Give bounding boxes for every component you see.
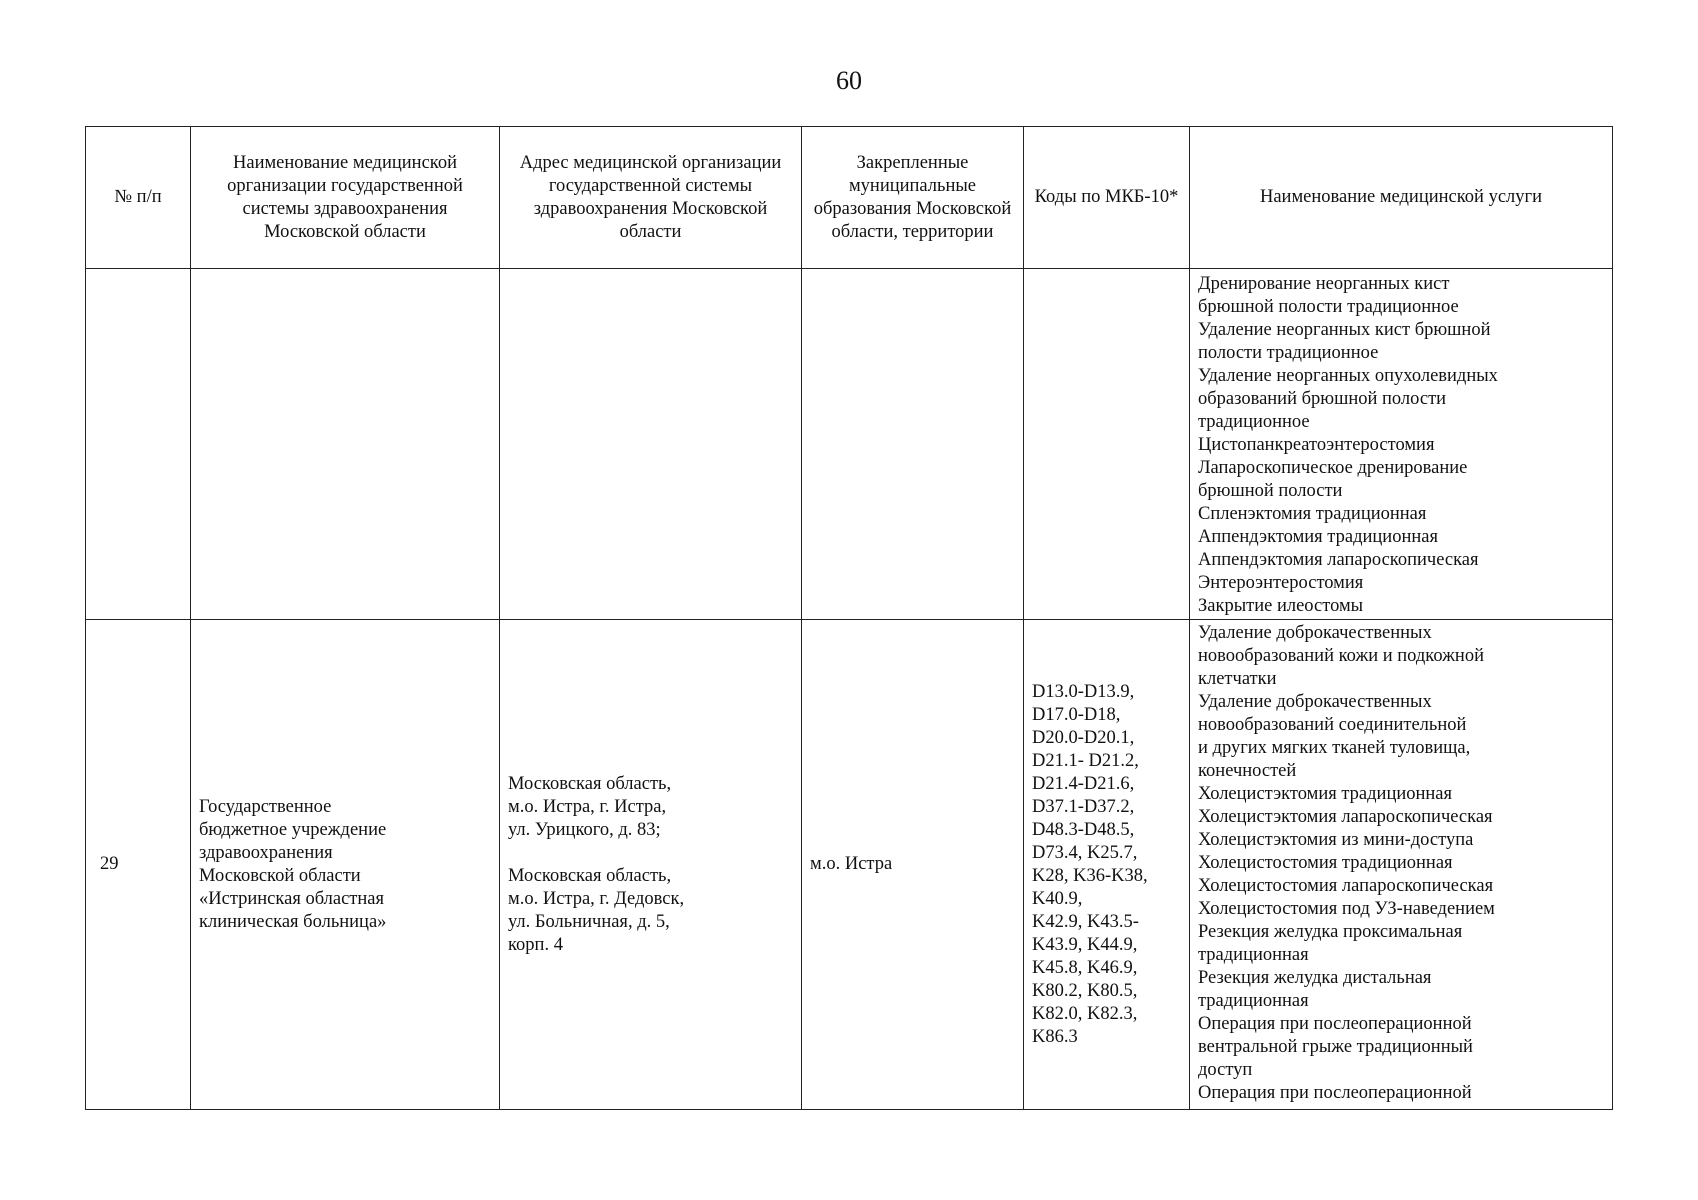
service-item: вентральной грыже традиционный (1198, 1037, 1473, 1057)
icd-code-line: D13.0-D13.9, (1032, 681, 1135, 702)
service-item: Холецистэктомия традиционная (1198, 784, 1453, 804)
service-item: Закрытие илеостомы (1198, 596, 1364, 616)
header-org-name: Наименование медицинской организации государственной системы здравоохранения Московской области (191, 127, 500, 269)
cell-municipality-empty (802, 269, 1024, 620)
service-item: Операция при послеоперационной (1198, 1083, 1472, 1103)
service-item: Аппендэктомия лапароскопическая (1198, 550, 1479, 570)
service-item: новообразований соединительной (1198, 715, 1467, 735)
header-municipalities: Закрепленные муниципальные образования Московской области, территории (802, 127, 1024, 269)
service-item: полости традиционное (1198, 343, 1379, 363)
service-item: Операция при послеоперационной (1198, 1014, 1472, 1034)
icd-code-line: D20.0-D20.1, (1032, 727, 1135, 748)
icd-code-line: D37.1-D37.2, (1032, 796, 1135, 817)
page-number: 60 (836, 66, 862, 95)
cell-services-continuation (1190, 269, 1613, 620)
address-line: м.о. Истра, г. Дедовск, (508, 888, 685, 909)
icd-code-line: K28, K36-K38, (1032, 865, 1148, 886)
service-item: Холецистостомия лапароскопическая (1198, 876, 1494, 896)
cell-org-name (191, 620, 500, 1110)
cell-icd-codes (1024, 620, 1190, 1110)
icd-code-line: K82.0, K82.3, (1032, 1003, 1138, 1024)
address-line: Московская область, (508, 773, 672, 794)
services-table (85, 126, 1613, 1110)
address-line: корп. 4 (508, 934, 563, 955)
service-item: Цистопанкреатоэнтеростомия (1198, 435, 1435, 455)
icd-code-line: D73.4, K25.7, (1032, 842, 1138, 863)
icd-code-line: D21.4-D21.6, (1032, 773, 1135, 794)
service-item: традиционное (1198, 412, 1310, 432)
icd-code-line: D17.0-D18, (1032, 704, 1121, 725)
org-name-line: здравоохранения (199, 842, 333, 863)
icd-codes-text (1032, 681, 1181, 1049)
address-line: ул. Больничная, д. 5, (508, 911, 670, 932)
icd-code-line: D21.1- D21.2, (1032, 750, 1139, 771)
icd-code-line: K80.2, K80.5, (1032, 980, 1138, 1001)
header-service-name: Наименование медицинской услуги (1190, 127, 1613, 269)
services-list (1198, 622, 1604, 1105)
service-item: Удаление неорганных кист брюшной (1198, 320, 1491, 340)
service-item: традиционная (1198, 945, 1309, 965)
address-2-text (508, 865, 793, 957)
service-item: новообразований кожи и подкожной (1198, 646, 1484, 666)
address-line: Московская область, (508, 865, 672, 886)
icd-code-line: K43.9, K44.9, (1032, 934, 1138, 955)
org-name-line: «Истринская областная (199, 888, 385, 909)
service-item: брюшной полости (1198, 481, 1343, 501)
address-line: м.о. Истра, г. Истра, (508, 796, 667, 817)
service-item: Дренирование неорганных кист (1198, 274, 1450, 294)
cell-num-empty (86, 269, 191, 620)
address-separator (508, 842, 793, 865)
cell-address-empty (500, 269, 802, 620)
org-name-line: Государственное (199, 796, 332, 817)
table-row-continuation (86, 269, 1613, 620)
service-item: Холецистэктомия лапароскопическая (1198, 807, 1493, 827)
service-item: доступ (1198, 1060, 1253, 1080)
cell-org-empty (191, 269, 500, 620)
service-item: Аппендэктомия традиционная (1198, 527, 1438, 547)
header-org-address: Адрес медицинской организации государственной системы здравоохранения Московской области (500, 127, 802, 269)
address-line: ул. Урицкого, д. 83; (508, 819, 661, 840)
header-row (86, 127, 1613, 269)
service-item: Резекция желудка проксимальная (1198, 922, 1463, 942)
service-item: Удаление неорганных опухолевидных (1198, 366, 1498, 386)
org-name-line: бюджетное учреждение (199, 819, 387, 840)
icd-code-line: K42.9, K43.5- (1032, 911, 1139, 932)
cell-org-address (500, 620, 802, 1110)
service-item: Холецистостомия под УЗ-наведением (1198, 899, 1495, 919)
service-item: конечностей (1198, 761, 1297, 781)
icd-code-line: K45.8, K46.9, (1032, 957, 1138, 978)
icd-code-line: D48.3-D48.5, (1032, 819, 1135, 840)
icd-code-line: K86.3 (1032, 1026, 1078, 1047)
service-item: Удаление доброкачественных (1198, 692, 1432, 712)
org-name-line: клиническая больница» (199, 911, 387, 932)
address-1-text (508, 773, 793, 842)
header-icd-codes: Коды по МКБ-10* (1024, 127, 1190, 269)
service-item: Спленэктомия традиционная (1198, 504, 1427, 524)
service-item: и других мягких тканей туловища, (1198, 738, 1471, 758)
org-name-text (199, 796, 491, 934)
service-item: Холецистэктомия из мини-доступа (1198, 830, 1474, 850)
org-name-line: Московской области (199, 865, 361, 886)
service-item: Резекция желудка дистальная (1198, 968, 1432, 988)
cell-icd-empty (1024, 269, 1190, 620)
service-item: Энтероэнтеростомия (1198, 573, 1364, 593)
icd-code-line: K40.9, (1032, 888, 1083, 909)
service-item: Лапароскопическое дренирование (1198, 458, 1468, 478)
cell-services (1190, 620, 1613, 1110)
service-item: образований брюшной полости (1198, 389, 1447, 409)
header-num: № п/п (86, 127, 191, 269)
table-row-29 (86, 620, 1613, 1110)
service-item: Холецистостомия традиционная (1198, 853, 1453, 873)
cell-num: 29 (86, 620, 191, 1110)
service-item: традиционная (1198, 991, 1309, 1011)
service-item: Удаление доброкачественных (1198, 623, 1432, 643)
services-list (1198, 273, 1604, 618)
service-item: брюшной полости традиционное (1198, 297, 1459, 317)
cell-municipality: м.о. Истра (802, 620, 1024, 1110)
service-item: клетчатки (1198, 669, 1277, 689)
